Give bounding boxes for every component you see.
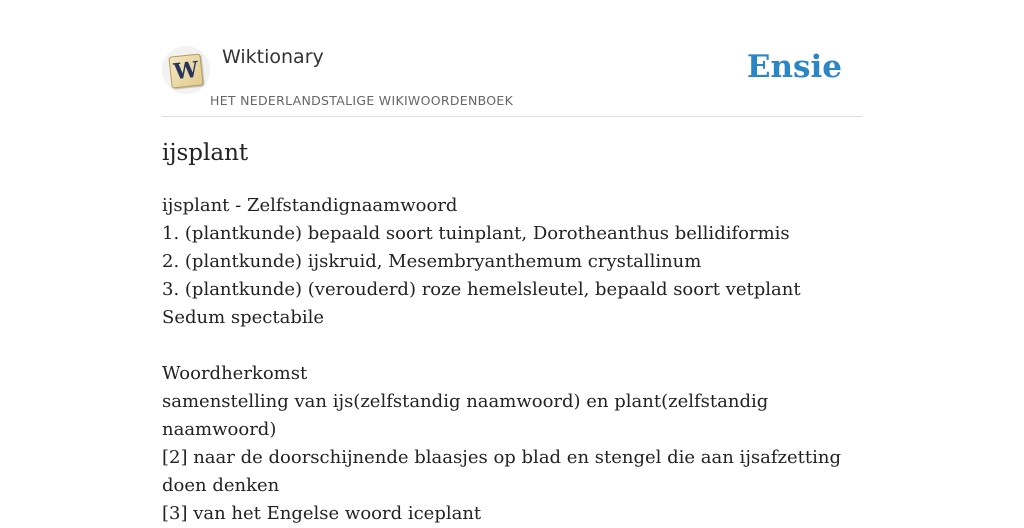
definition-item: 3. (plantkunde) (verouderd) roze hemelsleutel, bepaald soort vetplant Sedum spectabile [162, 279, 801, 328]
site-header [162, 0, 862, 117]
entry-content [162, 192, 862, 528]
page-title: ijsplant [162, 140, 249, 166]
section-spacer [162, 332, 862, 360]
ensie-brand-link[interactable]: Ensie [746, 49, 842, 85]
etymology-line: [2] naar de doorschijnende blaasjes op blad en stengel die aan ijsafzetting doen denken [162, 447, 841, 496]
etymology-label: Woordherkomst [162, 363, 308, 384]
site-name[interactable]: Wiktionary [222, 46, 324, 68]
page-container [162, 0, 862, 524]
wiktionary-logo[interactable] [162, 46, 210, 94]
etymology-line: [3] van het Engelse woord iceplant [162, 503, 482, 524]
entry-heading-line: ijsplant - Zelfstandignaamwoord [162, 195, 458, 216]
definition-item: 1. (plantkunde) bepaald soort tuinplant, Dorotheanthus bellidiformis [162, 223, 790, 244]
definition-item: 2. (plantkunde) ijskruid, Mesembryanthemum crystallinum [162, 251, 702, 272]
etymology-line: samenstelling van ijs(zelfstandig naamwoord) en plant(zelfstandig naamwoord) [162, 391, 769, 440]
site-subtitle: HET NEDERLANDSTALIGE WIKIWOORDENBOEK [210, 93, 514, 108]
w-tile-icon: W [168, 53, 203, 88]
